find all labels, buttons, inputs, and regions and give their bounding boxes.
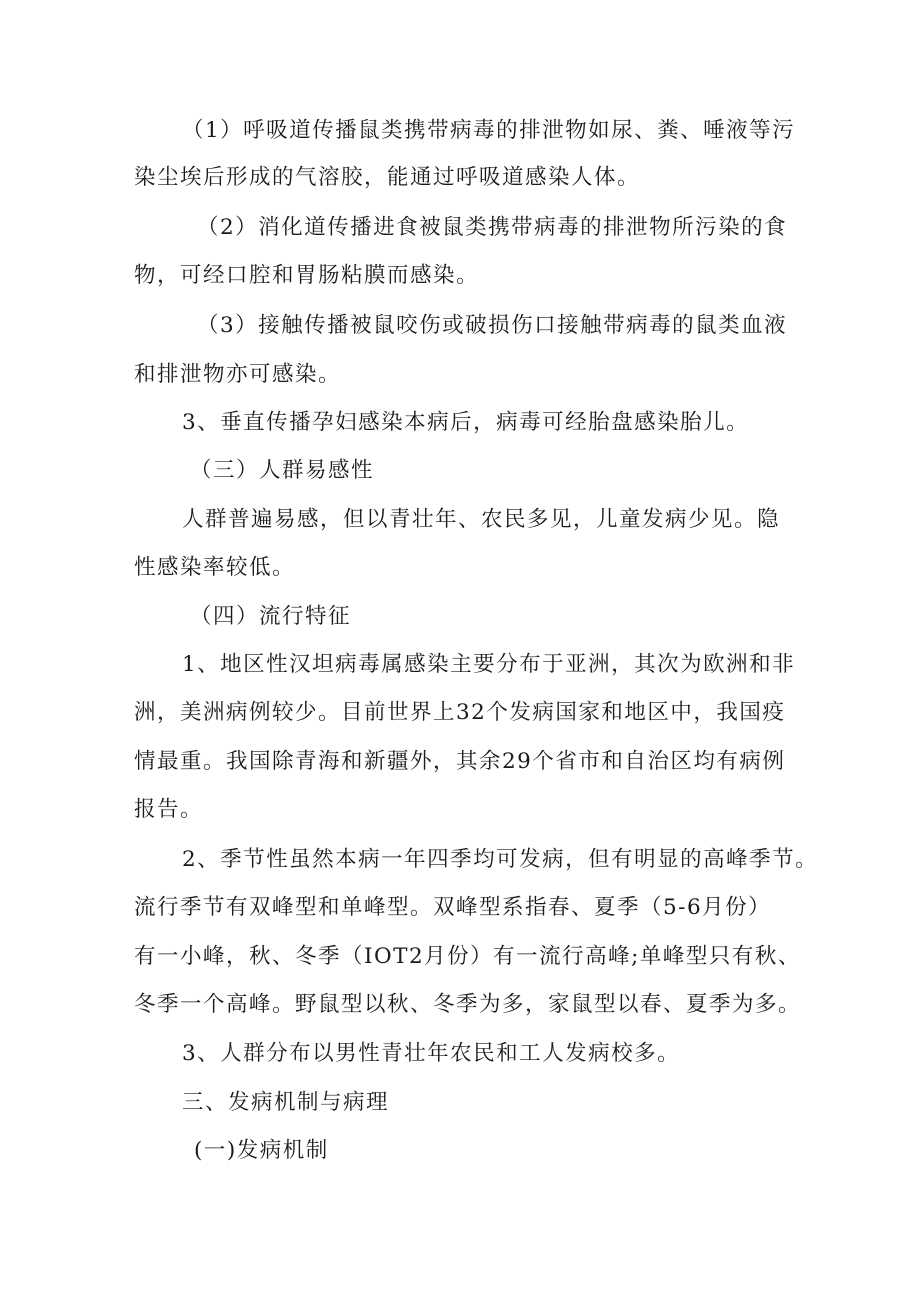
text-line: 人群普遍易感，但以青壮年、农民多见，儿童发病少见。隐	[182, 507, 781, 532]
text-line: 有一小峰，秋、冬季（IOT2月份）有一流行高峰;单峰型只有秋、	[134, 944, 801, 969]
text-line: （2）消化道传播进食被鼠类携带病毒的排泄物所污染的食	[197, 215, 788, 240]
text-line: 2、季节性虽然本病一年四季均可发病，但有明显的高峰季节。	[182, 847, 819, 872]
text-line: 3、人群分布以男性青壮年农民和工人发病校多。	[182, 1041, 681, 1066]
text-line: 性感染率较低。	[134, 555, 296, 580]
text-line: （1）呼吸道传播鼠类携带病毒的排泄物如尿、粪、唾液等污	[182, 118, 796, 143]
text-line: 流行季节有双峰型和单峰型。双峰型系指春、夏季（5-6月份）	[134, 895, 772, 920]
section-heading: 三、发病机制与病理	[182, 1090, 390, 1115]
text-line: 冬季一个高峰。野鼠型以秋、冬季为多，家鼠型以春、夏季为多。	[134, 992, 802, 1017]
text-line: 和排泄物亦可感染。	[134, 362, 342, 387]
section-heading: （三）人群易感性	[190, 458, 375, 483]
text-line: （3）接触传播被鼠咬伤或破损伤口接触带病毒的鼠类血液	[197, 313, 788, 338]
text-line: 情最重。我国除青海和新疆外，其余29个省市和自治区均有病例	[134, 749, 786, 774]
text-line: 染尘埃后形成的气溶胶，能通过呼吸道感染人体。	[134, 165, 641, 190]
text-line: 物，可经口腔和胃肠粘膜而感染。	[134, 263, 480, 288]
section-heading: （四）流行特征	[190, 604, 352, 629]
text-line: 报告。	[134, 797, 204, 822]
text-line: 洲，美洲病例较少。目前世界上32个发病国家和地区中，我国疫	[134, 700, 786, 725]
section-heading: (一)发病机制	[194, 1138, 329, 1163]
text-line: 1、地区性汉坦病毒属感染主要分布于亚洲，其次为欧洲和非	[182, 652, 796, 677]
text-line: 3、垂直传播孕妇感染本病后，病毒可经胎盘感染胎儿。	[182, 410, 750, 435]
